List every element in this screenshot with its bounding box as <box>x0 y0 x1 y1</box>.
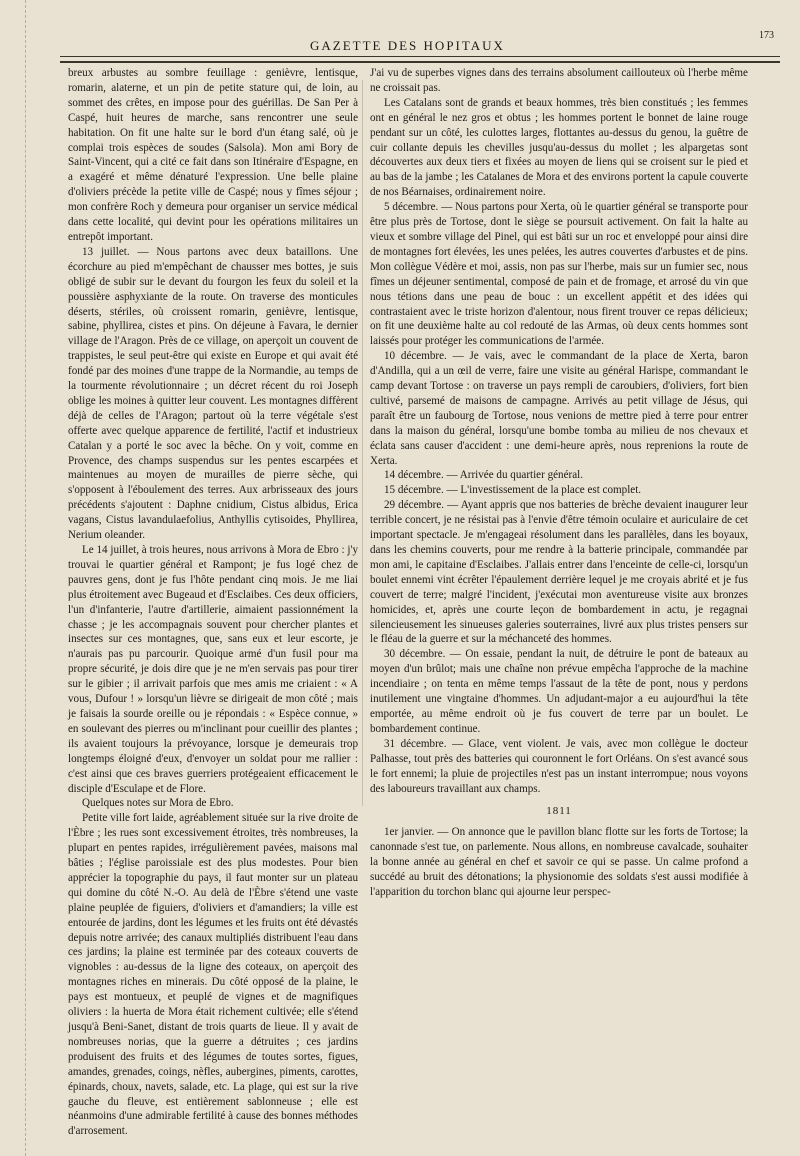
paragraph: 30 décembre. — On essaie, pendant la nuit, de détruire le pont de bateaux au moyen d'un brûlot; mais une chaîne non prévue empêcha l'approche de la machine incendiaire ; on tenta en même temps l'assaut de la tête de pont, nous y perdons inutilement une vingtaine d'hommes. Un adjudant-major a eu aujourd'hui la tête emportée, au même endroit où je fus couvert de terre par un boulet. Le bombardement continue. <box>370 648 748 735</box>
paragraph: Petite ville fort laide, agréablement située sur la rive droite de l'Èbre ; les rues sont excessivement étroites, très nombreuses, la plupart en pentes rapides, irrégulièrement pavées, maisons mal bâties ; l'église paroissiale est des plus modestes. Pour bien apprécier la topographie du pays, il faut monter sur un plateau qui domine du côté N.-O. Au delà de l'Èbre s'étend une vaste plaine peuplée de figuiers, d'oliviers et d'amandiers; la ville est entourée de jardins, dont les légumes et les fruits ont été dévastés depuis notre arrivée; des canaux multipliés distribuent l'eau dans ces jardins; la plaine est terminée par des coteaux couverts de vignobles : au-dessus de la ligne des coteaux, on aperçoit des montagnes riches en minerais. Du côté opposé de la plaine, le pays est montueux, et peuplé de vignes et de magnifiques oliviers : la huerta de Mora était richement cultivée; elle s'étend jusqu'à Beni-Sanet, distant de trois quarts de lieue. Il y avait de nombreuses norias, que la guerre a détruites ; ces jardins produisent des fruits et des légumes de toutes sortes, figues, amandes, grenades, coings, nèfles, aubergines, piments, carottes, épinards, choux, navets, salade, etc. La plage, qui est sur la rive gauche du fleuve, est entièrement sablonneuse ; elle est néanmoins d'une admirable fertilité à cause des bonnes méthodes d'arrosement. <box>68 812 358 1138</box>
paragraph: 13 juillet. — Nous partons avec deux bataillons. Une écorchure au pied m'empêchant de chausser mes bottes, je suis obligé de subir sur le devant du fourgon les feux du soleil et la poussière asphyxiante de la route. On traverse des monticules déserts, stériles, où croissent romarin, genièvre, lentisque, sabine, phyllirea, cistes et pins. On déjeune à Favara, le dernier village de l'Aragon. Près de ce village, on aperçoit un couvent de trappistes, le seul peut-être qui existe en Europe et qui avait été fondé par des moines d'une trappe de la Normandie, au temps de la tourmente révolutionnaire ; un décret récent du roi Joseph oblige les moines à quitter leur couvent. Les montagnes diffèrent déjà de celles de l'Aragon; partout où la terre végétale s'est offerte avec quelque apparence de fertilité, l'actif et industrieux Catalan y a porté le soc avec la bêche. On y voit, comme en Provence, des champs suspendus sur les pentes escarpées et maintenues au moyen de murailles de pierre sèche, qui s'opposent à l'éboulement des terres. Aux arbrisseaux des jours précédents s'ajoutent : Daphne cnidium, Cistus albidus, Erica vagans, Cistus lavandulaefolius, Anthyllis cytisoides, Phyllirea, Nerium oleander. <box>68 245 358 542</box>
running-title: GAZETTE DES HOPITAUX <box>310 38 505 53</box>
paragraph: 5 décembre. — Nous partons pour Xerta, où le quartier général se transporte pour être plus près de Tortose, dont le siège se poursuit activement. On fait la halte au vieux et sombre village del Pinel, qui est bâti sur un roc et enveloppé pour ainsi dire de montagnes fort élevées, les unes pelées, les autres couvertes d'arbustes et de pins. Mon collègue Védère et moi, assis, non pas sur l'herbe, mais sur un fumier sec, nous fîmes un déjeuner sentimental, composé de pain et de fromage, et arrosé du vin que nous tétions dans une peau de bouc : un excellent appétit et des idées qui contrastaient avec le triste horizon d'alentour, nous firent trouver ce repas délicieux; on fit une deuxième halte au col redouté de las Armas, où deux cents hommes sont laissés pour protéger les communications de l'armée. <box>370 201 748 348</box>
page-margin-line <box>25 0 26 1156</box>
paragraph: 1er janvier. — On annonce que le pavillon blanc flotte sur les forts de Tortose; la canonnade s'est tue, on parlemente. Nous allons, en nombreuse cavalcade, souhaiter la bonne année au général en chef et savoir ce qui se passe. Un calme profond a succédé au bruit des détonations; la physionomie des soldats s'est aussi modifiée à l'apparition du torchon blanc qui ajourne leur perspec- <box>370 826 748 898</box>
paragraph: J'ai vu de superbes vignes dans des terrains absolument caillouteux où l'herbe même ne croissait pas. <box>370 67 748 94</box>
paragraph: Le 14 juillet, à trois heures, nous arrivons à Mora de Ebro : j'y trouvai le quartier général et Rampont; je fus logé chez de pauvres gens, dont je fus l'hôte pendant cinq mois. Je me liai plus étroitement avec Bugeaud et d'Esclaibes. Ces deux officiers, l'un d'infanterie, l'autre d'artillerie, aimaient passionnément la chasse ; je les accompagnais souvent pour chercher plantes et insectes sur ces montagnes, que, sans eux et leur escorte, je n'aurais pas pu parcourir. Quoique armé d'un fusil pour ma propre sécurité, je dois dire que je ne m'en servais pas pour tirer sur le gibier ; il arrivait parfois que mes amis me criaient : « A vous, Dufour ! » lorsqu'un lièvre se dirigeait de mon côté ; mais je faisais la sourde oreille ou je répondais : « Espèce connue, » en soulevant des pierres ou m'inclinant pour cueillir des plantes ; ils avaient toujours la prévoyance, lorsque je demeurais trop longtemps éloigné d'eux, d'envoyer un soldat pour me rallier : c'est ainsi que ces braves guerriers protégeaient efficacement le disciple d'Esculape et de Flore. <box>68 544 358 795</box>
paragraph: 29 décembre. — Ayant appris que nos batteries de brèche devaient inaugurer leur terrible concert, je ne résistai pas à l'envie d'être témoin oculaire et auriculaire de cet important spectacle. Je m'engageai résolument dans les parallèles, dans les boyaux, dans les chemins couverts, pour me rendre à la batterie principale, commandée par mon ami, le capitaine d'Esclaibes. J'allais entrer dans l'enceinte de celle-ci, lorsqu'un boulet ennemi vint écrêter l'épaulement derrière lequel je me croyais abrité et je fus couvert de terre; malgré l'incident, j'exécutai mon aventureuse visite aux bronzes homicides, et, après une courte leçon de bombardement in actu, je regagnai silencieusement les sinueuses galeries souterraines, livré aux plus tristes pensers sur le fléau de la guerre et sur la méchanceté des hommes. <box>370 499 748 646</box>
right-column <box>370 66 748 900</box>
page-header <box>60 28 780 68</box>
header-rule <box>60 56 780 57</box>
paragraph: Quelques notes sur Mora de Ebro. <box>82 797 234 810</box>
paragraph: 10 décembre. — Je vais, avec le commandant de la place de Xerta, baron d'Andilla, qui a un œil de verre, faire une visite au général Harispe, commandant le camp devant Tortose : on traverse un pays rempli de caroubiers, d'oliviers, fort bien cultivé, parsemé de maisons de campagne. Arrivés au petit village de Jésus, qui paraît être un faubourg de Tortose, nous venions de mettre pied à terre pour entrer dans la maison du général, lorsqu'une bombe tomba au milieu de nos chevaux et éclata sans causer d'accident : une demi-heure après, nous reprenions la route de Xerta. <box>370 350 748 467</box>
paragraph: 14 décembre. — Arrivée du quartier général. <box>384 469 583 482</box>
header-rule-thick <box>60 61 780 63</box>
paragraph: 31 décembre. — Glace, vent violent. Je vais, avec mon collègue le docteur Palhasse, tout près des batteries qui couronnent le fort Orléans. On s'est avancé sous le fort ennemi; la pluie de projectiles n'est pas un instant interrompue; nous voyons des laboureurs travaillant aux champs. <box>370 737 748 795</box>
paragraph: breux arbustes au sombre feuillage : genièvre, lentisque, romarin, alaterne, et un pin de petite stature qui, de loin, au sommet des crêtes, en impose pour des guérillas. De San Per à Caspé, huit heures de marche, sans rencontrer une seule habitation. On fit une halte sur le bord d'un étang salé, où je complai trois espèces de soudes (Salsola). Mon ami Bory de Saint-Vincent, qui a cité ce fait dans son Itinéraire d'Espagne, en a exagéré et même dénaturé l'expression. Une belle plaine d'oliviers précède la petite ville de Caspé; nous y fîmes séjour ; mon confrère Roch y demeura pour organiser un service médical dans cette localité, qui devint pour les opérations militaires un entrepôt important. <box>68 67 358 243</box>
left-column <box>68 66 358 1139</box>
column-divider <box>362 80 363 806</box>
paragraph: 15 décembre. — L'investissement de la place est complet. <box>384 484 642 497</box>
page-number: 173 <box>759 30 774 41</box>
paragraph: Les Catalans sont de grands et beaux hommes, très bien constitués ; les femmes ont en général le nez gros et obtus ; les hommes portent le bonnet de laine rouge pendant sur un côté, les culottes larges, flottantes au-dessus du genou, la guêtre de cuir collante depuis les chevilles jusqu'au-dessus du mollet ; les alpargetas sont découvertes aux deux tiers et fixées au moyen de liens qui se croisent sur le pied et au bas de la jambe ; les Catalanes de Mora et des environs portent la capule couverte de nos Béarnaises, ordinairement noire. <box>370 96 748 199</box>
year-heading: 1811 <box>546 805 572 818</box>
